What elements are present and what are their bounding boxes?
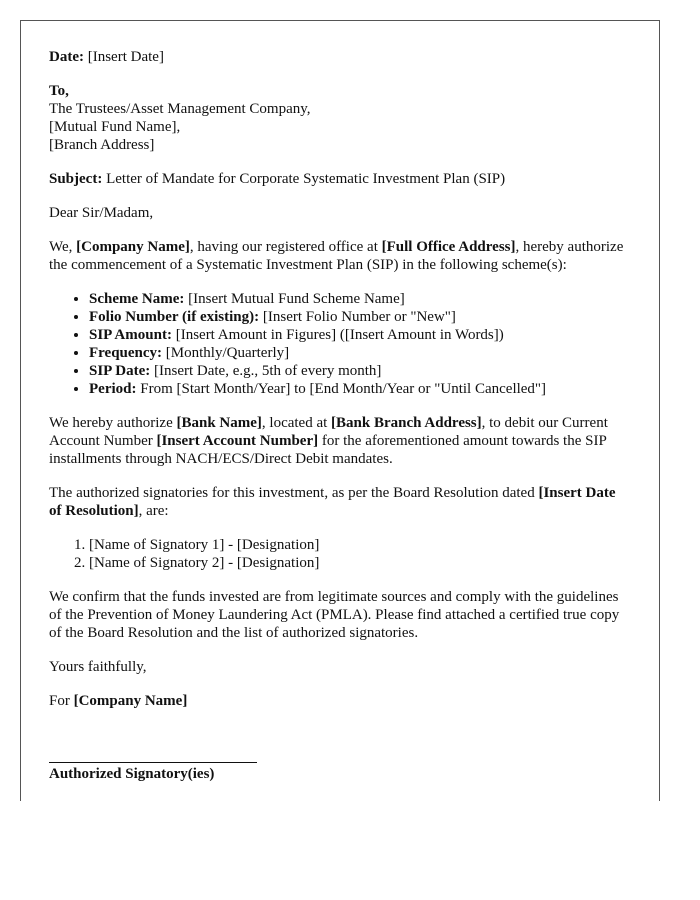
list-item <box>89 380 629 398</box>
signatories-list <box>49 536 629 572</box>
signature-caption-text: Authorized Signatory(ies) <box>49 766 215 782</box>
list-item <box>89 308 629 326</box>
intro-text: , hereby authorize the commencement of a Systematic Investment Plan (SIP) in the following scheme(s): <box>49 239 624 273</box>
bank-text: , located at <box>261 415 332 431</box>
signature-space <box>49 726 629 762</box>
resolution-date-placeholder: [Insert Date of Resolution] <box>49 485 616 519</box>
bank-text: for the aforementioned amount towards the SIP installments through NACH/ECS/Direct Debit mandates. <box>49 433 607 467</box>
item-value: [Insert Folio Number or "New"] <box>259 309 456 325</box>
greeting: Dear Sir/Madam, <box>49 205 154 221</box>
office-address-placeholder: [Full Office Address] <box>381 239 516 255</box>
list-item: 1. [Name of Signatory 1] - [Designation] <box>89 536 629 554</box>
signature-line <box>49 762 257 763</box>
to-label: To, <box>49 83 69 99</box>
recipient-line: The Trustees/Asset Management Company, <box>49 101 311 117</box>
closing: Yours faithfully, <box>49 659 147 675</box>
list-item: 2. [Name of Signatory 2] - [Designation] <box>89 554 629 572</box>
company-name-placeholder: [Company Name] <box>73 693 188 709</box>
for-text: For <box>49 693 74 709</box>
date-label: Date: <box>49 49 84 65</box>
recipient-block <box>49 82 629 154</box>
bank-paragraph <box>49 414 629 468</box>
list-item <box>89 290 629 308</box>
list-item <box>89 326 629 344</box>
signatories-text: , are: <box>138 503 169 519</box>
bank-name-placeholder: [Bank Name] <box>176 415 262 431</box>
signatories-text: The authorized signatories for this investment, as per the Board Resolution dated <box>49 485 539 501</box>
item-label: Folio Number (if existing): <box>89 309 260 325</box>
for-company-line <box>49 692 629 710</box>
item-label: SIP Amount: <box>89 327 172 343</box>
item-value: [Monthly/Quarterly] <box>162 345 290 361</box>
item-value: From [Start Month/Year] to [End Month/Year or "Until Cancelled"] <box>136 381 547 397</box>
item-value: [Insert Amount in Figures] ([Insert Amount in Words]) <box>171 327 504 343</box>
compliance-paragraph: We confirm that the funds invested are from legitimate sources and comply with the guidelines of the Prevention of Money Laundering Act (PMLA). Please find attached a certified true copy of the Board Resolution and the list of authorized signatories. <box>49 589 620 641</box>
bank-branch-placeholder: [Bank Branch Address] <box>331 415 482 431</box>
company-name-placeholder: [Company Name] <box>76 239 190 255</box>
intro-text: , having our registered office at <box>189 239 382 255</box>
intro-paragraph <box>49 238 629 274</box>
subject-label: Subject: <box>49 171 103 187</box>
bank-text: We hereby authorize <box>49 415 177 431</box>
intro-text: We, <box>49 239 77 255</box>
signatories-paragraph <box>49 484 629 520</box>
item-label: Frequency: <box>89 345 163 361</box>
list-item <box>89 344 629 362</box>
account-number-placeholder: [Insert Account Number] <box>156 433 319 449</box>
recipient-line: [Branch Address] <box>49 137 155 153</box>
bank-text: , to debit our Current Account Number <box>49 415 608 449</box>
item-label: Period: <box>89 381 137 397</box>
list-item <box>89 362 629 380</box>
letter-body <box>49 48 629 783</box>
subject-value: Letter of Mandate for Corporate Systematic Investment Plan (SIP) <box>106 171 506 187</box>
recipient-line: [Mutual Fund Name], <box>49 119 181 135</box>
date-line <box>49 48 629 66</box>
item-value: [Insert Mutual Fund Scheme Name] <box>184 291 405 307</box>
item-value: [Insert Date, e.g., 5th of every month] <box>150 363 382 379</box>
scheme-details-list <box>49 290 629 398</box>
date-value: [Insert Date] <box>87 49 164 65</box>
signature-caption <box>49 765 629 783</box>
item-label: Scheme Name: <box>89 291 185 307</box>
subject-line <box>49 170 629 188</box>
letter-page <box>20 20 660 801</box>
item-label: SIP Date: <box>89 363 151 379</box>
